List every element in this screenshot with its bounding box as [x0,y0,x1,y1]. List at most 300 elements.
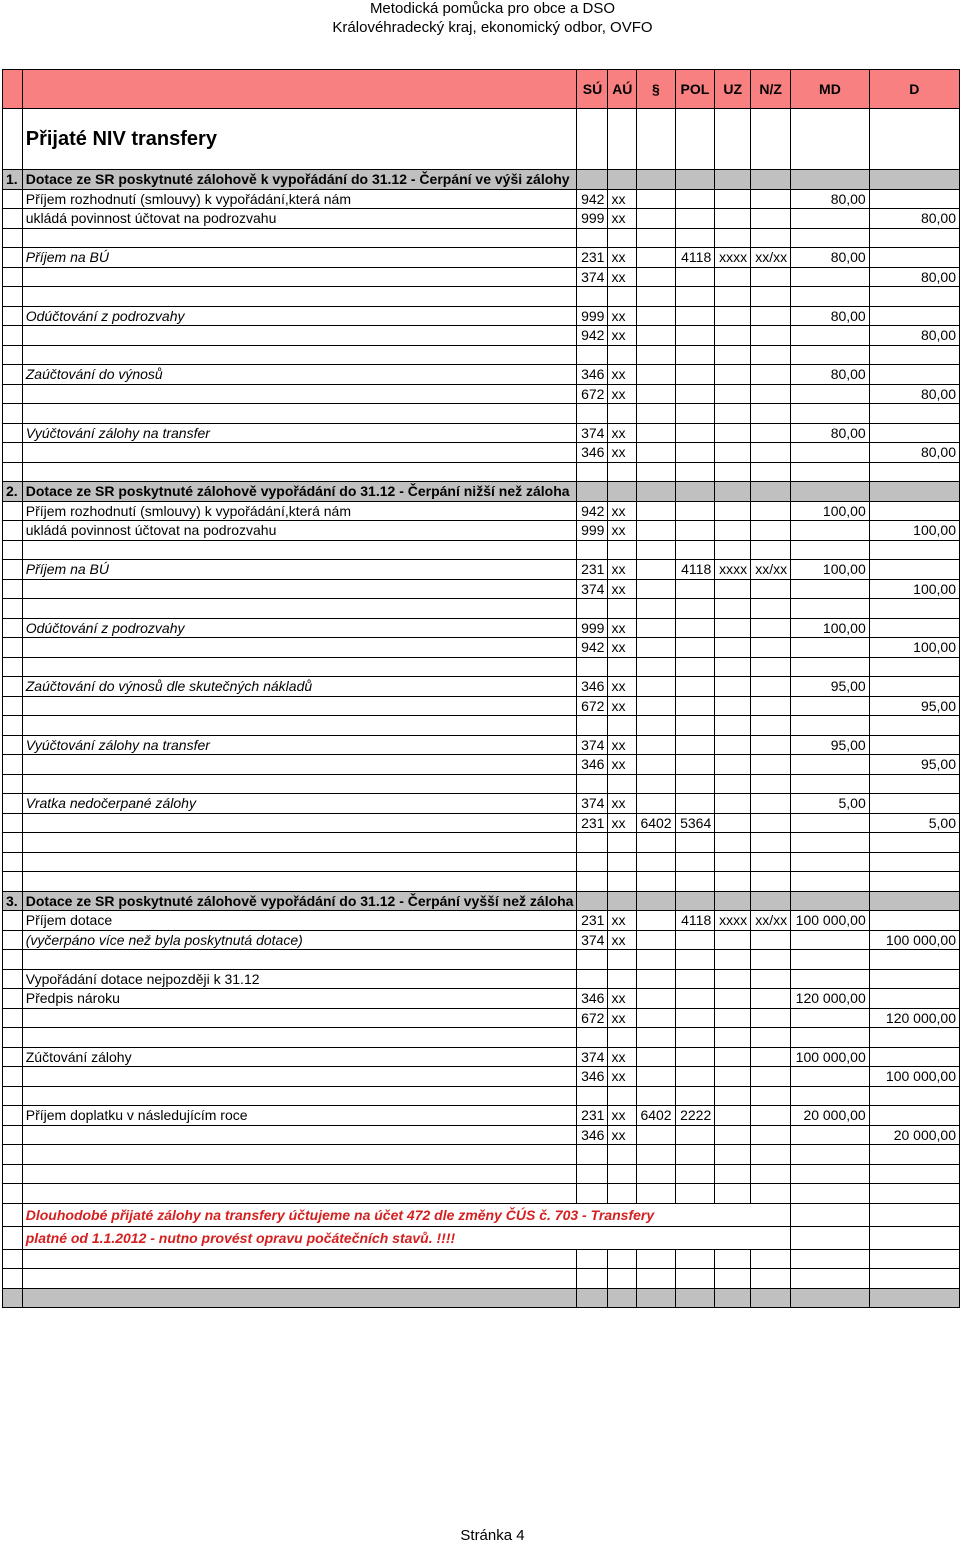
empty-cell [869,482,959,502]
cell-nz [751,365,791,385]
cell-uz [715,813,751,833]
cell-uz: xxxx [715,560,751,580]
empty-cell [715,1145,751,1165]
cell-d: 95,00 [869,696,959,716]
empty-cell [751,774,791,794]
empty-cell [22,833,577,853]
cell-au: xx [608,735,637,755]
cell-nz [751,384,791,404]
empty-cell [869,716,959,736]
cell-pol: 4118 [675,911,715,931]
empty-cell [715,1269,751,1289]
empty-cell [869,170,959,190]
empty-cell [637,404,675,424]
cell-su: 942 [577,326,608,346]
empty-cell [791,1269,870,1289]
empty-row [3,774,960,794]
cell-nz [751,326,791,346]
cell-uz [715,501,751,521]
row-label: ukládá povinnost účtovat na podrozvahu [22,521,577,541]
page-number: Stránka 4 [460,1527,525,1544]
empty-cell [751,1086,791,1106]
empty-cell [577,482,608,502]
empty-cell [675,1028,715,1048]
cell-par [637,501,675,521]
cell-uz [715,618,751,638]
empty-cell [751,287,791,307]
cell-par [637,677,675,697]
cell-pol [675,930,715,950]
empty-cell [3,1269,23,1289]
empty-cell [715,482,751,502]
empty-cell [715,345,751,365]
cell-au: xx [608,579,637,599]
cell-au: xx [608,560,637,580]
column-header: § [637,70,675,109]
empty-cell [675,774,715,794]
cell-d [869,969,959,989]
cell-par [637,326,675,346]
empty-cell [3,365,23,385]
empty-cell [637,1184,675,1204]
cell-md [791,813,870,833]
cell-d: 100 000,00 [869,1067,959,1087]
empty-row [3,852,960,872]
empty-cell [608,1249,637,1269]
cell-uz [715,306,751,326]
empty-cell [22,1288,577,1308]
empty-cell [751,872,791,892]
empty-cell [3,462,23,482]
empty-cell [715,833,751,853]
empty-cell [577,599,608,619]
cell-par [637,755,675,775]
empty-cell [3,1125,23,1145]
empty-cell [791,950,870,970]
empty-cell [715,287,751,307]
row-label [22,755,577,775]
table-row [3,930,960,950]
cell-par [637,521,675,541]
empty-cell [3,1106,23,1126]
row-label: Vyúčtování zálohy na transfer [22,735,577,755]
empty-cell [22,1086,577,1106]
empty-cell [675,1249,715,1269]
empty-cell [675,833,715,853]
cell-pol [675,755,715,775]
cell-d [869,618,959,638]
empty-cell [675,950,715,970]
empty-cell [3,735,23,755]
cell-md: 20 000,00 [791,1106,870,1126]
cell-nz: xx/xx [751,248,791,268]
cell-au: xx [608,306,637,326]
cell-uz [715,638,751,658]
cell-md [791,1008,870,1028]
empty-row [3,1164,960,1184]
cell-md [791,1067,870,1087]
cell-pol: 4118 [675,560,715,580]
cell-d: 95,00 [869,755,959,775]
empty-cell [577,540,608,560]
cell-par [637,735,675,755]
row-label: Příjem na BÚ [22,560,577,580]
cell-d [869,248,959,268]
empty-cell [675,170,715,190]
empty-cell [22,716,577,736]
cell-au: xx [608,794,637,814]
cell-nz [751,930,791,950]
table-row [3,969,960,989]
empty-cell [791,1288,870,1308]
empty-cell [869,1184,959,1204]
empty-cell [577,833,608,853]
empty-cell [3,521,23,541]
cell-au: xx [608,930,637,950]
empty-cell [608,287,637,307]
empty-cell [751,109,791,170]
row-label: Vratka nedočerpané zálohy [22,794,577,814]
cell-nz [751,209,791,229]
cell-au: xx [608,755,637,775]
cell-par [637,794,675,814]
empty-cell [715,540,751,560]
cell-d [869,501,959,521]
cell-su: 942 [577,638,608,658]
cell-pol [675,384,715,404]
cell-su: 374 [577,423,608,443]
table-row [3,1067,960,1087]
cell-uz [715,443,751,463]
empty-cell [608,1028,637,1048]
table-row [3,813,960,833]
empty-cell [22,599,577,619]
cell-pol [675,1008,715,1028]
cell-md: 95,00 [791,735,870,755]
empty-cell [751,657,791,677]
cell-uz [715,677,751,697]
row-label [22,326,577,346]
cell-uz [715,755,751,775]
empty-cell [3,1067,23,1087]
empty-cell [577,345,608,365]
cell-uz [715,794,751,814]
cell-pol: 2222 [675,1106,715,1126]
section-header-row [3,170,960,190]
empty-cell [637,462,675,482]
table-row [3,560,960,580]
empty-cell [791,228,870,248]
empty-cell [675,109,715,170]
section-title: Dotace ze SR poskytnuté zálohově vypořádání do 31.12 - Čerpání vyšší než záloha [22,891,577,911]
empty-cell [791,1184,870,1204]
cell-d: 80,00 [869,384,959,404]
cell-nz [751,638,791,658]
empty-cell [577,109,608,170]
cell-d: 100,00 [869,579,959,599]
empty-cell [675,540,715,560]
header-blank [22,70,577,109]
empty-cell [3,1086,23,1106]
cell-d: 5,00 [869,813,959,833]
cell-par [637,560,675,580]
empty-row [3,1028,960,1048]
cell-par [637,248,675,268]
table-row [3,794,960,814]
doc-header-line2: Královéhradecký kraj, ekonomický odbor, OVFO [332,19,653,36]
empty-cell [22,228,577,248]
cell-d [869,911,959,931]
row-label: Příjem na BÚ [22,248,577,268]
cell-nz [751,443,791,463]
cell-su: 374 [577,579,608,599]
table-row [3,267,960,287]
cell-par [637,696,675,716]
empty-cell [637,1249,675,1269]
empty-cell [791,657,870,677]
cell-su: 999 [577,618,608,638]
table-row [3,1047,960,1067]
empty-cell [751,1249,791,1269]
cell-nz [751,813,791,833]
empty-cell [3,969,23,989]
header-blank [3,70,23,109]
cell-au: xx [608,189,637,209]
empty-cell [608,1086,637,1106]
cell-nz [751,677,791,697]
cell-su: 346 [577,365,608,385]
empty-cell [3,501,23,521]
empty-cell [715,228,751,248]
empty-cell [715,109,751,170]
row-label: Odúčtování z podrozvahy [22,618,577,638]
empty-row [3,1288,960,1308]
section-number: 3. [3,891,23,911]
cell-nz [751,618,791,638]
empty-cell [751,891,791,911]
cell-pol: 4118 [675,248,715,268]
empty-cell [715,599,751,619]
cell-pol [675,443,715,463]
cell-su: 672 [577,384,608,404]
cell-su: 374 [577,930,608,950]
cell-d: 100 000,00 [869,930,959,950]
table-row [3,365,960,385]
empty-cell [3,755,23,775]
empty-cell [608,1145,637,1165]
doc-header-line1: Metodická pomůcka pro obce a DSO [369,0,616,17]
empty-cell [869,462,959,482]
cell-su: 231 [577,560,608,580]
empty-cell [3,109,23,170]
empty-cell [869,1164,959,1184]
cell-uz [715,1106,751,1126]
cell-au: xx [608,443,637,463]
empty-row [3,657,960,677]
empty-cell [637,1028,675,1048]
empty-cell [577,1028,608,1048]
empty-row [3,345,960,365]
cell-pol [675,1067,715,1087]
cell-su: 374 [577,794,608,814]
empty-cell [3,306,23,326]
empty-cell [22,1249,577,1269]
empty-cell [608,482,637,502]
cell-pol [675,618,715,638]
empty-cell [869,833,959,853]
empty-cell [791,833,870,853]
empty-cell [675,716,715,736]
cell-su: 346 [577,755,608,775]
empty-cell [608,345,637,365]
cell-pol [675,638,715,658]
empty-cell [675,872,715,892]
empty-cell [3,1184,23,1204]
empty-cell [608,716,637,736]
cell-uz [715,579,751,599]
empty-cell [637,599,675,619]
empty-cell [637,109,675,170]
empty-cell [751,345,791,365]
warning-note: Dlouhodobé přijaté zálohy na transfery účtujeme na účet 472 dle změny ČÚS č. 703 - Transfery [22,1203,790,1226]
empty-cell [637,540,675,560]
empty-cell [3,1226,23,1249]
empty-cell [715,1028,751,1048]
cell-su: 999 [577,521,608,541]
empty-row [3,540,960,560]
empty-cell [3,189,23,209]
cell-uz [715,209,751,229]
empty-cell [22,774,577,794]
cell-pol [675,326,715,346]
empty-cell [3,560,23,580]
cell-au: xx [608,618,637,638]
cell-nz [751,1125,791,1145]
empty-cell [751,1184,791,1204]
empty-cell [3,930,23,950]
cell-d [869,365,959,385]
empty-cell [637,170,675,190]
cell-au: xx [608,1125,637,1145]
cell-au: xx [608,1106,637,1126]
row-label: Vyúčtování zálohy na transfer [22,423,577,443]
cell-pol: 5364 [675,813,715,833]
row-label: Vypořádání dotace nejpozději k 31.12 [22,969,577,989]
cell-md [791,326,870,346]
row-label: Odúčtování z podrozvahy [22,306,577,326]
empty-cell [869,1203,959,1226]
empty-cell [751,404,791,424]
cell-nz [751,521,791,541]
empty-cell [577,404,608,424]
empty-cell [3,950,23,970]
table-row [3,677,960,697]
table-row [3,189,960,209]
empty-cell [577,774,608,794]
cell-uz [715,1125,751,1145]
cell-md: 80,00 [791,365,870,385]
row-label: Zaúčtování do výnosů dle skutečných nákladů [22,677,577,697]
cell-par [637,1047,675,1067]
empty-cell [22,852,577,872]
empty-cell [3,1288,23,1308]
empty-cell [608,833,637,853]
cell-nz [751,501,791,521]
table-row [3,384,960,404]
empty-cell [608,774,637,794]
table-row [3,326,960,346]
empty-cell [715,950,751,970]
cell-md [791,267,870,287]
cell-d [869,560,959,580]
cell-au: xx [608,248,637,268]
table-row [3,306,960,326]
empty-cell [3,248,23,268]
cell-su: 231 [577,1106,608,1126]
row-label: Zaúčtování do výnosů [22,365,577,385]
cell-nz [751,794,791,814]
cell-par [637,209,675,229]
empty-cell [751,1288,791,1308]
cell-au [608,969,637,989]
empty-cell [869,540,959,560]
empty-cell [791,599,870,619]
empty-cell [608,462,637,482]
empty-cell [3,384,23,404]
cell-par [637,365,675,385]
empty-cell [751,170,791,190]
empty-cell [751,599,791,619]
row-label [22,443,577,463]
header-row [3,70,960,109]
empty-cell [3,1145,23,1165]
cell-uz [715,1047,751,1067]
cell-uz [715,696,751,716]
cell-par [637,579,675,599]
empty-cell [791,404,870,424]
empty-cell [869,950,959,970]
empty-cell [675,1184,715,1204]
empty-cell [608,599,637,619]
empty-cell [751,1145,791,1165]
cell-md: 80,00 [791,248,870,268]
empty-cell [869,657,959,677]
cell-su: 942 [577,189,608,209]
empty-cell [22,404,577,424]
row-label [22,638,577,658]
cell-uz: xxxx [715,911,751,931]
empty-cell [22,287,577,307]
empty-cell [3,209,23,229]
empty-cell [3,1164,23,1184]
cell-su: 346 [577,1067,608,1087]
cell-md [791,384,870,404]
empty-cell [608,1184,637,1204]
table-row [3,755,960,775]
cell-su: 346 [577,1125,608,1145]
cell-pol [675,696,715,716]
table-row [3,735,960,755]
cell-d [869,1106,959,1126]
empty-cell [3,540,23,560]
empty-cell [637,833,675,853]
empty-cell [608,891,637,911]
empty-cell [577,1086,608,1106]
empty-cell [637,872,675,892]
cell-d [869,794,959,814]
cell-su: 374 [577,267,608,287]
empty-cell [608,872,637,892]
